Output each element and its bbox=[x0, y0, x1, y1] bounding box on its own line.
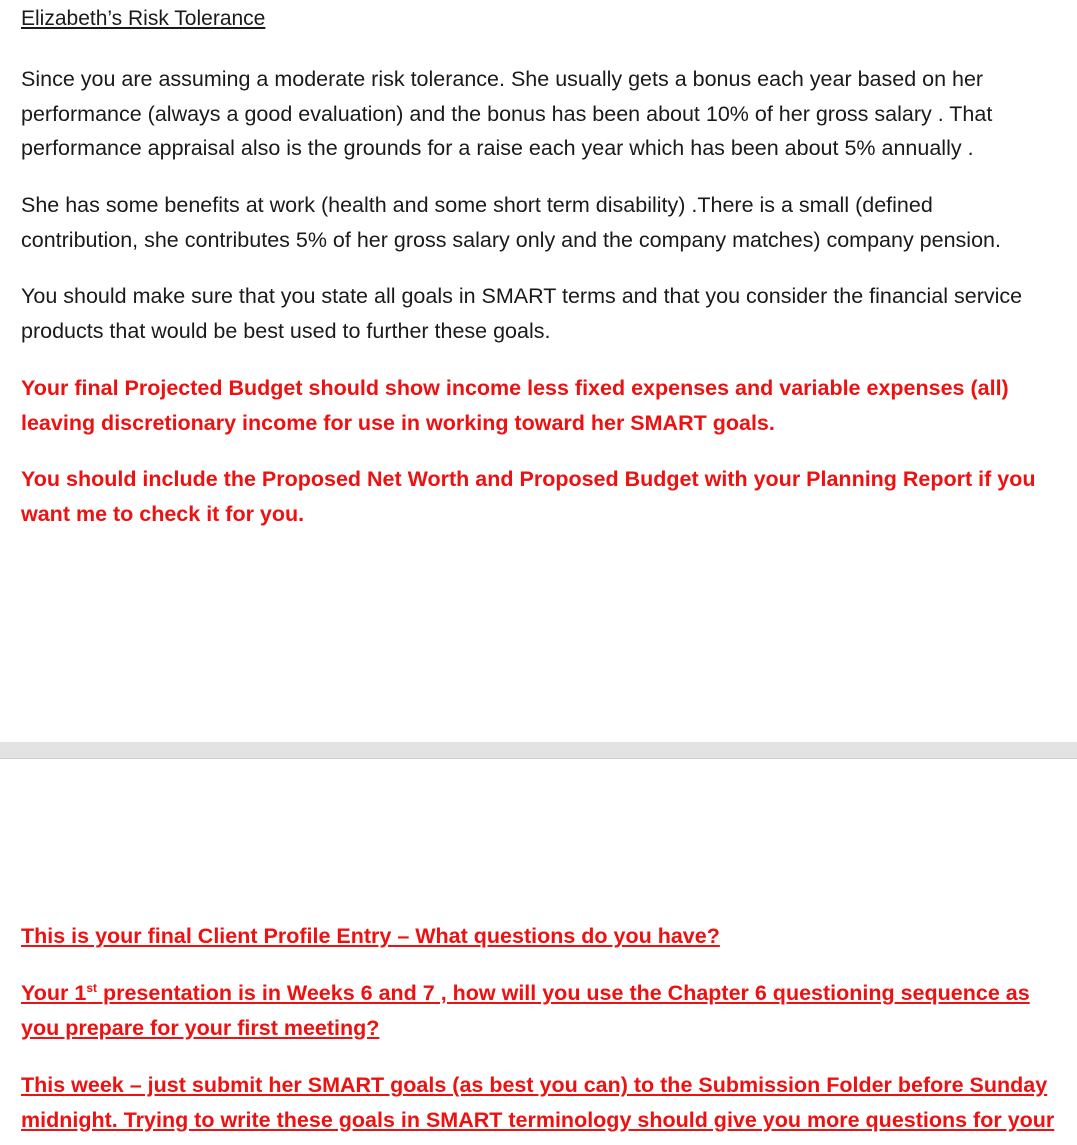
section-title: Elizabeth’s Risk Tolerance bbox=[21, 7, 266, 30]
page-break bbox=[0, 742, 1077, 759]
client-profile-question bbox=[21, 919, 1071, 954]
text-line bbox=[21, 981, 1030, 1005]
text-line: products that would be best used to further these goals. bbox=[21, 318, 551, 343]
text-fragment: presentation is in Weeks 6 and 7 , how will you use the Chapter 6 questioning sequence as bbox=[96, 981, 1030, 1005]
document-page-2 bbox=[0, 759, 1077, 1145]
text-line: you prepare for your first meeting? bbox=[21, 1015, 380, 1040]
text-fragment: Your 1 bbox=[21, 981, 87, 1005]
ordinal-suffix: st bbox=[86, 980, 97, 995]
text-line: This is your final Client Profile Entry – What questions do you have? bbox=[21, 924, 720, 948]
text-line: leaving discretionary income for use in working toward her SMART goals. bbox=[21, 410, 775, 435]
planning-report-instruction bbox=[21, 462, 1071, 531]
presentation-question bbox=[21, 976, 1071, 1045]
text-line: She has some benefits at work (health and some short term disability) .There is a small (defined bbox=[21, 193, 933, 217]
text-line: performance appraisal also is the grounds for a raise each year which has been about 5% annually . bbox=[21, 136, 974, 160]
text-line: midnight. Trying to write these goals in SMART terminology should give you more questions for your bbox=[21, 1107, 1055, 1132]
text-line: contribution, she contributes 5% of her gross salary only and the company matches) company pension. bbox=[21, 227, 1001, 252]
text-line: Your final Projected Budget should show income less fixed expenses and variable expenses (all) bbox=[21, 376, 1009, 400]
smart-goals-paragraph bbox=[21, 279, 1071, 348]
text-line: You should make sure that you state all goals in SMART terms and that you consider the financial service bbox=[21, 284, 1023, 308]
text-line: performance (always a good evaluation) and the bonus has been about 10% of her gross salary . That bbox=[21, 101, 993, 126]
text-line: This week – just submit her SMART goals (as best you can) to the Submission Folder before Sunday bbox=[21, 1073, 1048, 1097]
text-line: want me to check it for you. bbox=[21, 501, 305, 526]
submission-instruction bbox=[21, 1068, 1071, 1137]
benefits-paragraph bbox=[21, 188, 1071, 257]
text-line: You should include the Proposed Net Worth and Proposed Budget with your Planning Report if you bbox=[21, 467, 1036, 491]
risk-tolerance-paragraph bbox=[21, 62, 1071, 166]
text-line: Since you are assuming a moderate risk tolerance. She usually gets a bonus each year based on her bbox=[21, 67, 984, 91]
projected-budget-instruction bbox=[21, 371, 1071, 440]
